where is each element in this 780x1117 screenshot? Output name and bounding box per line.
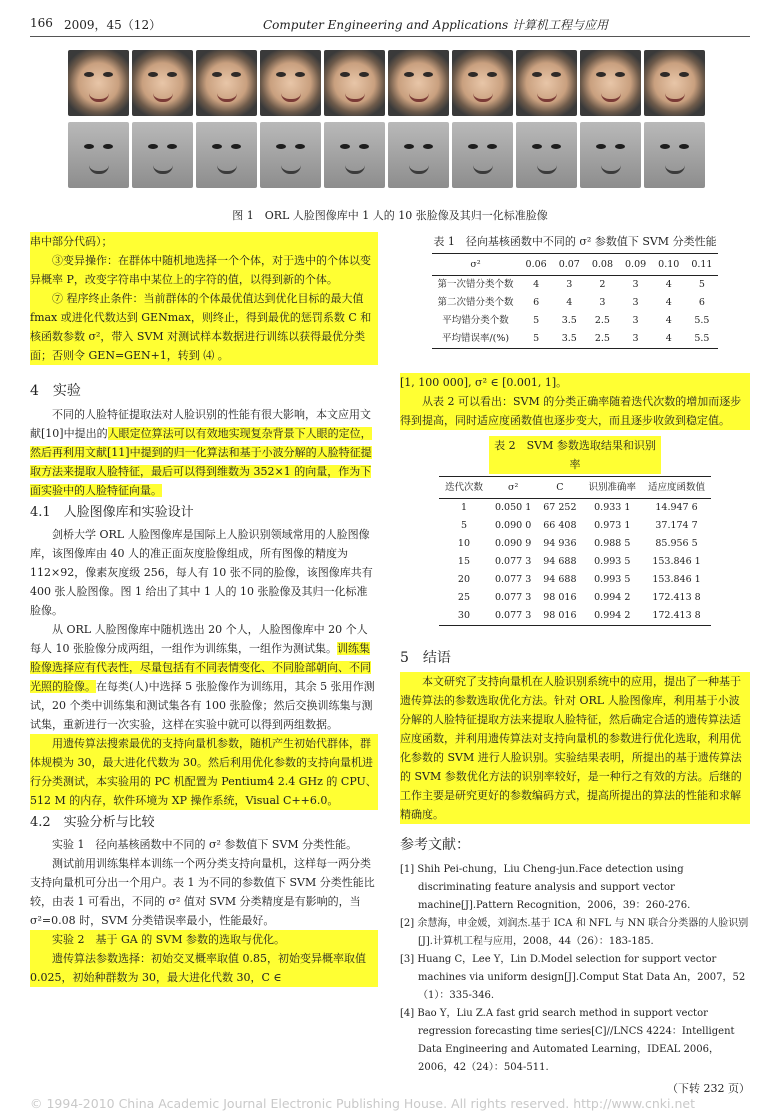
table-cell: 4 — [665, 315, 672, 326]
table-cell: 98 016 — [543, 592, 577, 603]
continued-note: （下转 232 页） — [667, 1082, 750, 1095]
table-cell: 平均错分类个数 — [442, 315, 509, 326]
section-heading: 5 结语 — [400, 650, 451, 666]
table-cell: 153.846 1 — [652, 574, 701, 585]
normalized-face-photo — [580, 122, 641, 188]
table-header-cell: 0.06 — [520, 254, 553, 276]
reference-item: [3] Huang C，Lee Y，Lin D.Model selection for support vector machines via uniform design[J].Comput Stat Data An，2007，52（1）：335-346. — [400, 954, 746, 1001]
table-cell: 2.5 — [586, 330, 619, 349]
table-cell: 37.174 7 — [655, 520, 698, 531]
subsection-heading: 4.2 实验分析与比较 — [30, 815, 155, 830]
table2 — [439, 476, 711, 626]
table-cell: 5.5 — [685, 330, 718, 349]
table-row — [432, 276, 719, 295]
table-cell: 3 — [632, 315, 639, 326]
table-cell: 25 — [457, 592, 471, 603]
table-cell: 1 — [460, 502, 467, 513]
table-cell: 98 016 — [537, 607, 582, 626]
left-column — [30, 232, 378, 987]
right-column — [400, 232, 750, 1098]
normalized-face-photo — [260, 122, 321, 188]
table-cell: 67 252 — [543, 502, 577, 513]
table-header-cell: 0.10 — [652, 254, 685, 276]
table-cell: 94 688 — [543, 574, 577, 585]
table-cell: 第一次错分类个数 — [437, 279, 514, 290]
face-photo — [132, 50, 193, 116]
table-cell: 0.090 0 — [494, 520, 532, 531]
table-cell: 3 — [632, 279, 639, 290]
table-header-cell: 适应度函数值 — [642, 477, 711, 499]
table-cell: 0.077 3 — [494, 592, 532, 603]
reference-item: [2] 余慧海，申金媛，刘润杰.基于 ICA 和 NFL 与 NN 联合分类器的人脸识别[J].计算机工程与应用，2008，44（26）：183-185. — [400, 918, 749, 947]
table-cell: 0.933 1 — [594, 502, 631, 513]
table-row — [439, 553, 711, 571]
table-cell: 0.973 1 — [594, 520, 631, 531]
original-faces-row — [68, 50, 708, 116]
table-cell: 3 — [632, 297, 639, 308]
face-photo — [452, 50, 513, 116]
table-cell: 94 936 — [543, 538, 577, 549]
table-cell: 4 — [652, 330, 685, 349]
table-cell: 4 — [665, 297, 672, 308]
paragraph: 从表 2 可以看出：SVM 的分类正确率随着迭代次数的增加而逐步得到提高，同时适应度函数值也逐步变大，而且逐步收敛到稳定值。 — [400, 392, 750, 430]
table-cell: 94 688 — [543, 556, 577, 567]
table-cell: 5 — [460, 520, 467, 531]
table-cell: 5 — [698, 279, 705, 290]
table-header-cell: σ² — [432, 254, 520, 276]
issue-info: 2009，45（12） — [64, 18, 162, 32]
references-heading: 参考文献： — [400, 837, 470, 853]
table-cell: 5 — [520, 330, 553, 349]
reference-item: [4] Bao Y，Liu Z.A fast grid search method in support vector regression forecasting time series[C]//LNCS 4224：Intelligent Data Engineering and Automated Learning，IDEAL 2006，2006，42（24）：504-511. — [400, 1008, 735, 1073]
table-cell: 3 — [599, 297, 606, 308]
face-photo — [516, 50, 577, 116]
paragraph: ③变异操作：在群体中随机地选择一个个体，对于选中的个体以变异概率 P，改变字符串中某位上的字符的值，以得到新的个体。 — [30, 251, 378, 289]
table-row — [439, 589, 711, 607]
table-cell: 第二次错分类个数 — [437, 297, 514, 308]
paragraph: 实验 2 基于 GA 的 SVM 参数的选取与优化。 — [30, 930, 378, 949]
face-photo — [388, 50, 449, 116]
table-cell: 10 — [457, 538, 471, 549]
normalized-face-photo — [644, 122, 705, 188]
table-cell: 172.413 8 — [652, 592, 701, 603]
table-row — [432, 330, 719, 349]
table-cell: 0.988 5 — [594, 538, 631, 549]
table-cell: 0.994 2 — [594, 592, 631, 603]
table-header-cell: 0.11 — [685, 254, 718, 276]
table-cell: 66 408 — [543, 520, 577, 531]
table-cell: 172.413 8 — [642, 607, 711, 626]
table-header-cell: 识别准确率 — [583, 477, 643, 499]
paragraph: 剑桥大学 ORL 人脸图像库是国际上人脸识别领域常用的人脸图像库，该图像库由 40 人的准正面灰度脸像组成，所有图像的精度为 112×92，像素灰度级 256，每人有 10 张不同的脸像，该图像库共有 400 张人脸图像。图 1 给出了其中 1 人的 10 张脸像及其归一化标准脸像。 — [30, 528, 373, 617]
table-cell: 3.5 — [561, 315, 577, 326]
table-cell: 4 — [533, 279, 540, 290]
table-row — [439, 499, 711, 518]
face-photo — [196, 50, 257, 116]
table-header-cell: C — [537, 477, 582, 499]
face-photo — [68, 50, 129, 116]
table-row — [439, 607, 711, 626]
table-header-cell: 0.08 — [586, 254, 619, 276]
paragraph: 测试前用训练集样本训练一个两分类支持向量机，这样每一两分类支持向量机可分出一个用户。表 1 为不同的参数值下 SVM 分类性能比较，由表 1 可看出，不同的 σ² 值对 SVM 分类精度是有影响的，当 σ²=0.08 时，SVM 分类错误率最小，性能最好。 — [30, 857, 375, 927]
table-cell: 0.077 3 — [494, 574, 532, 585]
table-row — [439, 571, 711, 589]
paragraph: 不同的人脸特征提取法对人脸识别的性能有很大影响，本文应用文献[10]中提出的人眼定位算法可以有效地实现复杂背景下人眼的定位，然后再利用文献[11]中提到的归一化算法和基于小波分解的人脸特征提取方法来提取人脸特征，最后可以得到维数为 352×1 的向量，作为下面实验中的人脸特征向量。 — [30, 408, 372, 497]
table-cell: 4 — [665, 279, 672, 290]
journal-title: Computer Engineering and Applications 计算机工程与应用 — [263, 18, 608, 32]
table-cell: 0.090 9 — [494, 538, 532, 549]
table-cell: 2.5 — [594, 315, 610, 326]
normalized-face-photo — [132, 122, 193, 188]
paragraph: ⑦ 程序终止条件：当前群体的个体最优值达到优化目标的最大值 fmax 或进化代数达到 GENmax，则终止，得到最优的惩罚系数 C 和核函数参数 σ²，带入 SVM 对测试样本数据进行训练以获得最优分类面；否则令 GEN=GEN+1，转到 ⑷ 。 — [30, 289, 378, 365]
table1-caption: 表 1 径向基核函数中不同的 σ² 参数值下 SVM 分类性能 — [433, 235, 717, 248]
subsection-heading: 4.1 人脸图像库和实验设计 — [30, 505, 194, 520]
table-cell: 5 — [533, 315, 540, 326]
table-cell: 0.993 5 — [594, 556, 631, 567]
table-header-cell: 0.09 — [619, 254, 652, 276]
paragraph: 遗传算法参数选择：初始交叉概率取值 0.85，初始变异概率取值 0.025，初始种群数为 30，最大进化代数 30，C ∈ — [30, 949, 378, 987]
face-photo — [324, 50, 385, 116]
table-cell: 20 — [457, 574, 471, 585]
table-row — [439, 517, 711, 535]
paragraph: 用遗传算法搜索最优的支持向量机参数，随机产生初始代群体，群体规模为 30，最大进化代数为 30。然后利用优化参数的支持向量机进行分类测试，本实验用的 PC 机配置为 Pentium4 2.4 GHz 的 CPU、512 M 的内存，软件环境为 XP 操作系统，Visual C++6.0。 — [30, 734, 378, 810]
table1 — [432, 253, 719, 349]
table-cell: 6 — [698, 297, 705, 308]
table-row — [439, 535, 711, 553]
face-photo — [580, 50, 641, 116]
table-cell: 3.5 — [553, 330, 586, 349]
reference-list — [400, 861, 750, 1077]
table-row — [432, 312, 719, 330]
table-cell: 5.5 — [694, 315, 710, 326]
normalized-faces-row — [68, 122, 708, 188]
paragraph: 实验 1 径向基核函数中不同的 σ² 参数值下 SVM 分类性能。 — [52, 838, 358, 851]
running-header — [30, 14, 750, 34]
table-cell: 2 — [599, 279, 606, 290]
table-cell: 6 — [533, 297, 540, 308]
table-cell: 4 — [566, 297, 573, 308]
paragraph: [1, 100 000], σ² ∈ [0.001, 1]。 — [400, 373, 750, 392]
table-cell: 0.077 3 — [494, 556, 532, 567]
page-number: 166 — [30, 16, 53, 30]
table-cell: 15 — [457, 556, 471, 567]
table-header-cell: σ² — [489, 477, 537, 499]
normalized-face-photo — [196, 122, 257, 188]
paragraph: 本文研究了支持向量机在人脸识别系统中的应用，提出了一种基于遗传算法的参数选取优化方法。针对 ORL 人脸图像库，利用基于小波分解的人脸特征提取方法来提取人脸特征，然后确定合适的遗传算法适应度函数，并利用遗传算法对支持向量机的参数进行优化选取，利用优化参数的 SVM 进行人脸识别。实验结果表明，所提出的基于遗传算法的 SVM 参数优化方法的识别率较好，是一种行之有效的方法。后继的工作主要是研究更好的参数编码方式，提高所提出的算法的性能和求解精确度。 — [400, 672, 750, 824]
table-cell: 3 — [619, 330, 652, 349]
face-image-grid — [68, 50, 708, 194]
section-heading: 4 实验 — [30, 383, 81, 399]
table-header-cell: 0.07 — [553, 254, 586, 276]
normalized-face-photo — [324, 122, 385, 188]
header-divider — [30, 36, 750, 37]
table-row — [432, 294, 719, 312]
normalized-face-photo — [68, 122, 129, 188]
table-cell: 30 — [439, 607, 489, 626]
table-cell: 平均错误率/(%) — [432, 330, 520, 349]
table-cell: 3 — [566, 279, 573, 290]
paragraph: 从 ORL 人脸图像库中随机选出 20 个人，人脸图像库中 20 个人每人 10 张脸像分成两组，一组作为训练集，一组作为测试集。训练集脸像选择应有代表性，尽量包括有不同表情变化、不同脸部朝向、不同光照的脸像。在每类(人)中选择 5 张脸像作为训练用，其余 5 张用作测试，20 个类中训练集和测试集各有 100 张脸像；然后交换训练集与测试集，重新进行一次实验，这样在实验中就可以得到两组数据。 — [30, 623, 375, 731]
table-cell: 153.846 1 — [652, 556, 701, 567]
face-photo — [644, 50, 705, 116]
table-cell: 0.994 2 — [583, 607, 643, 626]
paragraph: 串中部分代码）； — [30, 232, 378, 251]
table-header-cell: 迭代次数 — [439, 477, 489, 499]
table2-caption: 表 2 SVM 参数选取结果和识别率 — [489, 436, 661, 474]
normalized-face-photo — [516, 122, 577, 188]
table-cell: 14.947 6 — [655, 502, 698, 513]
normalized-face-photo — [452, 122, 513, 188]
copyright-footer: © 1994-2010 China Academic Journal Electronic Publishing House. All rights reserved. http://www.cnki.net — [30, 1096, 695, 1111]
table-cell: 85.956 5 — [655, 538, 698, 549]
table-cell: 0.077 3 — [489, 607, 537, 626]
table-cell: 0.050 1 — [494, 502, 532, 513]
figure-caption: 图 1 ORL 人脸图像库中 1 人的 10 张脸像及其归一化标准脸像 — [232, 209, 548, 222]
normalized-face-photo — [388, 122, 449, 188]
face-photo — [260, 50, 321, 116]
table-cell: 0.993 5 — [594, 574, 631, 585]
reference-item: [1] Shih Pei-chung，Liu Cheng-jun.Face detection using discriminating feature analysis and support vector machine[J].Pattern Recognition，2006，39：260-276. — [400, 864, 691, 911]
